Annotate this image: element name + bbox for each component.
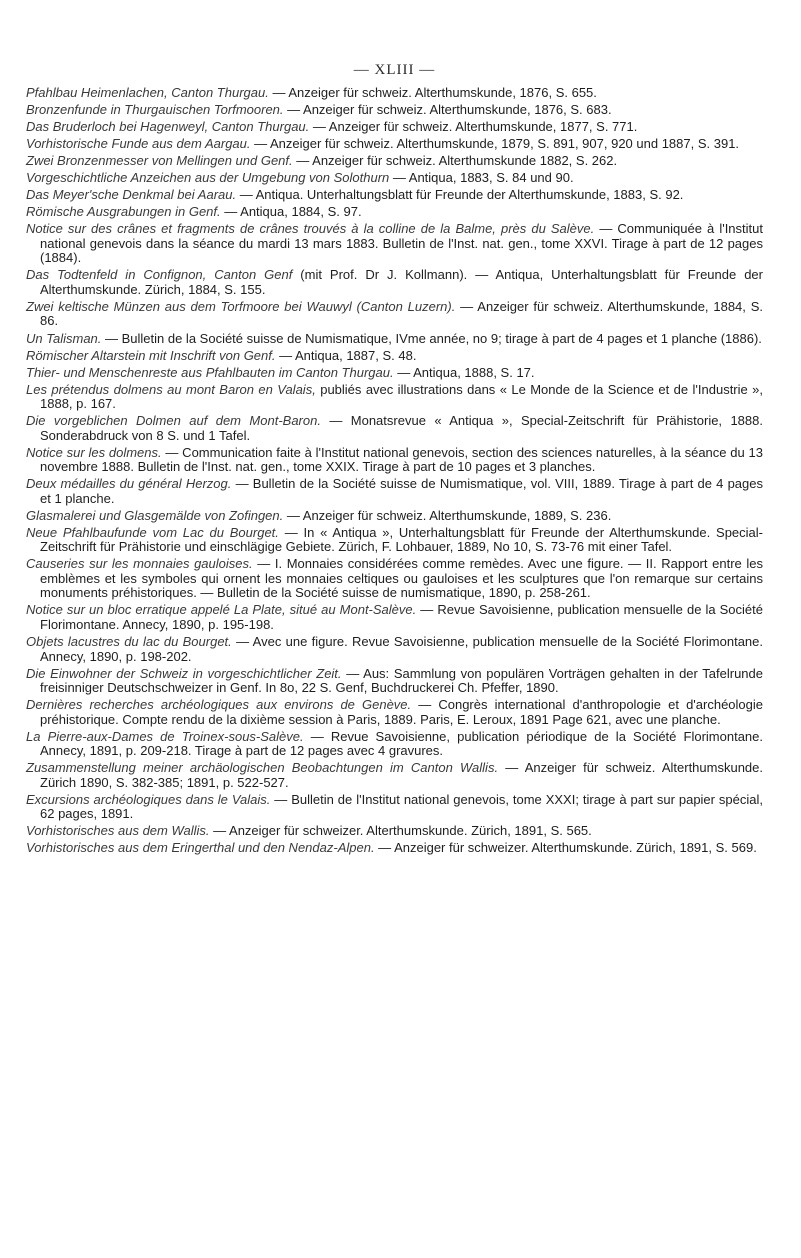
entry-title: Vorhistorisches aus dem Wallis. [26,823,210,839]
entry-citation: — Bulletin de la Société suisse de Numismatique, IVme année, no 9; tirage à part de 4 pages et 1 planche (1886). [101,330,762,346]
entry-title: Römischer Altarstein mit Inschrift von Genf. [26,347,276,363]
bibliography-entry [26,188,763,203]
bibliography-entry [26,698,763,727]
bibliography-entry [26,222,763,266]
entry-citation: — Antiqua, 1884, S. 97. [220,204,362,220]
bibliography-entry [26,526,763,555]
entry-title: Zusammenstellung meiner archäologischen Beobachtungen im Canton Wallis. [26,760,499,776]
bibliography-entry [26,268,763,297]
entry-citation: — Anzeiger für schweizer. Alterthumskunde. Zürich, 1891, S. 565. [209,823,592,839]
bibliography-entry [26,349,763,364]
entry-citation: — Anzeiger für schweiz. Alterthumskunde. Zürich 1890, S. 382-385; 1891, p. 522-527. [40,760,763,790]
entry-title: Causeries sur les monnaies gauloises. [26,556,253,572]
entry-citation: — In « Antiqua », Unterhaltungsblatt für Freunde der Alterthumskunde. Special-Zeitschrift für Prähistorie und einschlägige Gebiete. Zürich, F. Lohbauer, 1889, No 10, S. 73-76 mit einer Tafel. [40,524,763,555]
entry-title: Das Meyer'sche Denkmal bei Aarau. [26,187,237,203]
bibliography-entry [26,635,763,664]
entry-title: Notice sur un bloc erratique appelé La Plate, situé au Mont-Salève. [26,602,417,618]
entry-citation: — Anzeiger für schweiz. Alterthumskunde, 1876, S. 683. [283,102,612,118]
entry-citation: — Revue Savoisienne, publication périodique de la Société Florimontane. Annecy, 1891, p. 209-218. Tirage à part de 12 pages avec 4 gravures. [40,728,763,759]
bibliography-entry [26,154,763,169]
entry-title: Glasmalerei und Glasgemälde von Zofingen. [26,507,284,523]
entry-title: Die Einwohner der Schweiz in vorgeschichtlicher Zeit. [26,665,342,681]
entry-title: Un Talisman. [26,330,102,346]
entry-citation: — Anzeiger für schweizer. Alterthumskunde. Zürich, 1891, S. 569. [374,840,757,856]
entry-citation: — Congrès international d'anthropologie et d'archéologie préhistorique. Compte rendu de la dixième session à Paris, 1889. Paris, E. Leroux, 1891 Page 621, avec une planche. [40,697,763,727]
bibliography-entry [26,205,763,220]
entry-title: Römische Ausgrabungen in Genf. [26,204,221,220]
entry-citation: — Revue Savoisienne, publication mensuelle de la Société Florimontane. Annecy, 1890, p. 195-198. [40,602,763,632]
entry-citation: — Antiqua. Unterhaltungsblatt für Freunde der Alterthumskunde, 1883, S. 92. [236,187,684,203]
entry-citation: — Monatsrevue « Antiqua », Special-Zeitschrift für Prähistorie, 1888. Sonderabdruck von 8 S. und 1 Tafel. [40,413,763,443]
entry-title: Notice sur des crânes et fragments de crânes trouvés à la colline de la Balme, près du Salève. [26,221,595,237]
entry-citation: publiés avec illustrations dans « Le Monde de la Science et de l'Industrie », 1888, p. 167. [40,381,764,412]
entry-title: Die vorgeblichen Dolmen auf dem Mont-Baron. [26,413,321,429]
entry-citation: — Anzeiger für schweiz. Alterthumskunde, 1884, S. 86. [40,298,764,329]
bibliography-entry [26,824,763,839]
entry-citation: — Anzeiger für schweiz. Alterthumskunde, 1889, S. 236. [283,507,612,523]
entry-title: Das Bruderloch bei Hagenweyl, Canton Thurgau. [26,119,310,135]
entry-title: Excursions archéologiques dans le Valais. [26,791,271,807]
bibliography-entry [26,137,763,152]
bibliography-entry [26,332,763,347]
entry-citation: — Anzeiger für schweiz. Alterthumskunde 1882, S. 262. [292,153,618,169]
entry-citation: — Anzeiger für schweiz. Alterthumskunde, 1879, S. 891, 907, 920 und 1887, S. 391. [250,136,740,152]
entry-title: Vorhistorisches aus dem Eringerthal und den Nendaz-Alpen. [26,840,375,856]
bibliography-entry [26,509,763,524]
entry-citation: — Avec une figure. Revue Savoisienne, publication mensuelle de la Société Florimontane. Annecy, 1890, p. 198-202. [40,634,763,664]
entry-title: Dernières recherches archéologiques aux environs de Genève. [26,697,412,713]
entry-citation: — Anzeiger für schweiz. Alterthumskunde, 1876, S. 655. [268,85,597,100]
entry-citation: — Aus: Sammlung von populären Vorträgen gehalten in der Tafelrunde freisinniger Deutschschweizer in Genf. In 8o, 22 S. Genf, Buchdruckerei Ch. Pfeffer, 1890. [40,665,763,696]
bibliography-entry [26,477,763,506]
bibliography-entry [26,841,763,856]
entry-title: Vorgeschichtliche Anzeichen aus der Umgebung von Solothurn [26,170,390,186]
bibliography-entry [26,761,763,790]
entry-citation: — Bulletin de la Société suisse de Numismatique, vol. VIII, 1889. Tirage à part de 4 pages et 1 planche. [40,476,764,506]
bibliography-entry [26,793,763,822]
entry-citation: (mit Prof. Dr J. Kollmann). — Antiqua, Unterhaltungsblatt für Freunde der Alterthumskunde. Zürich, 1884, S. 155. [40,267,763,297]
bibliography-entry [26,86,763,101]
entry-title: La Pierre-aux-Dames de Troinex-sous-Salève. [26,728,304,744]
bibliography-entry [26,557,763,601]
bibliography-entry [26,603,763,632]
bibliography-entry [26,730,763,759]
entry-citation: — I. Monnaies considérées comme remèdes. Avec une figure. — II. Rapport entre les emblèmes et les symboles qui ornent les monnaies celtiques ou gauloises et les sculptures que l'on remarque sur certains monuments préhistoriques. — Bulletin de la Société suisse de numismatique, 1890, p. 258-261. [40,556,763,601]
bibliography-list [26,86,763,856]
entry-title: Vorhistorische Funde aus dem Aargau. [26,136,251,152]
entry-title: Zwei keltische Münzen aus dem Torfmoore bei Wauwyl (Canton Luzern). [26,298,456,314]
entry-citation: — Communiquée à l'Institut national genevois dans la séance du mardi 13 mars 1883. Bulletin de l'Inst. nat. gen., tome XXVI. Tirage à part de 12 pages (1884). [40,221,763,266]
entry-title: Das Todtenfeld in Confignon, Canton Genf [26,267,293,283]
bibliography-entry [26,103,763,118]
bibliography-entry [26,446,763,475]
page-header: — XLIII — [353,62,436,78]
entry-title: Notice sur les dolmens. [26,444,162,460]
entry-title: Zwei Bronzenmesser von Mellingen und Genf. [26,153,293,169]
entry-title: Deux médailles du général Herzog. [26,476,232,492]
bibliography-entry [26,667,763,696]
entry-title: Les prétendus dolmens au mont Baron en Valais, [26,381,316,397]
entry-title: Neue Pfahlbaufunde vom Lac du Bourget. [26,524,279,540]
bibliography-entry [26,414,763,443]
bibliography-entry [26,120,763,135]
bibliography-entry [26,300,763,329]
entry-citation: — Anzeiger für schweiz. Alterthumskunde, 1877, S. 771. [309,119,638,135]
entry-title: Bronzenfunde in Thurgauischen Torfmooren. [26,102,284,118]
entry-title: Objets lacustres du lac du Bourget. [26,634,232,650]
bibliography-entry [26,171,763,186]
entry-citation: — Bulletin de l'Institut national genevois, tome XXXI; tirage à part sur papier spécial, 62 pages, 1891. [40,791,764,822]
entry-title: Thier- und Menschenreste aus Pfahlbauten im Canton Thurgau. [26,364,394,380]
entry-citation: — Antiqua, 1888, S. 17. [393,364,535,380]
entry-title: Pfahlbau Heimenlachen, Canton Thurgau. [26,85,269,100]
bibliography-entry [26,383,763,412]
entry-citation: — Antiqua, 1887, S. 48. [275,347,417,363]
entry-citation: — Communication faite à l'Institut national genevois, section des sciences naturelles, à la séance du 13 novembre 1888. Bulletin de l'Inst. nat. gen., tome XXIX. Tirage à part de 10 pages et 3 planches. [40,444,763,475]
bibliography-entry [26,366,763,381]
entry-citation: — Antiqua, 1883, S. 84 und 90. [389,170,574,186]
